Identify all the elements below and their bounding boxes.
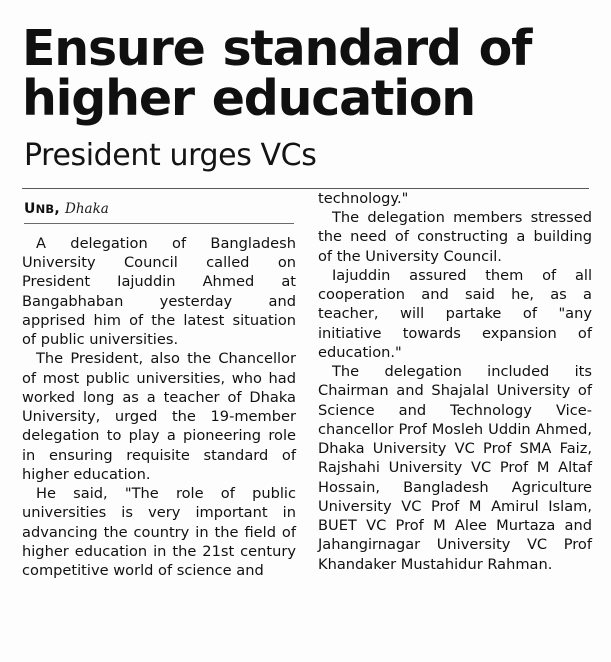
page-title: Ensure standard of higher education [22,20,532,128]
paragraph: The delegation members stressed the need of constructing a building of the University Council. [318,209,592,265]
byline-place: Dhaka [65,200,109,217]
paragraph: He said, "The role of public universities is very important in advancing the country in the field of higher education in the 21st century competitive world of science and [22,485,296,580]
paragraph: A delegation of Bangladesh University Council called on President Iajuddin Ahmed at Bangabhaban yesterday and apprised him of the latest situation of public universities. [22,234,296,349]
byline-source: UNB, [24,200,60,217]
article-column-left [22,189,296,581]
article-subheadline: President urges VCs [24,137,317,173]
paragraph: The delegation included its Chairman and Shajalal University of Science and Technology Vice-chancellor Prof Mosleh Uddin Ahmed, Dhaka University VC Prof SMA Faiz, Rajshahi University VC Prof M Altaf Hossain, Bangladesh Agriculture University VC Prof M Amirul Islam, BUET VC Prof M Alee Murtaza and Jahangirnagar University VC Prof Khandaker Mustahidur Rahman. [318,363,592,573]
article-columns [22,189,592,581]
article-column-right [318,189,592,581]
paragraph: technology." [318,189,409,207]
paragraph: The President, also the Chancellor of most public universities, who had worked long as a teacher of Dhaka University, urged the 19-member delegation to play a pioneering role in ensuring requisite standard of higher education. [22,350,296,483]
paragraph: Iajuddin assured them of all cooperation and said he, as a teacher, will partake of "any initiative towards expansion of education." [318,266,592,361]
byline-divider [24,223,294,224]
byline [24,198,296,217]
